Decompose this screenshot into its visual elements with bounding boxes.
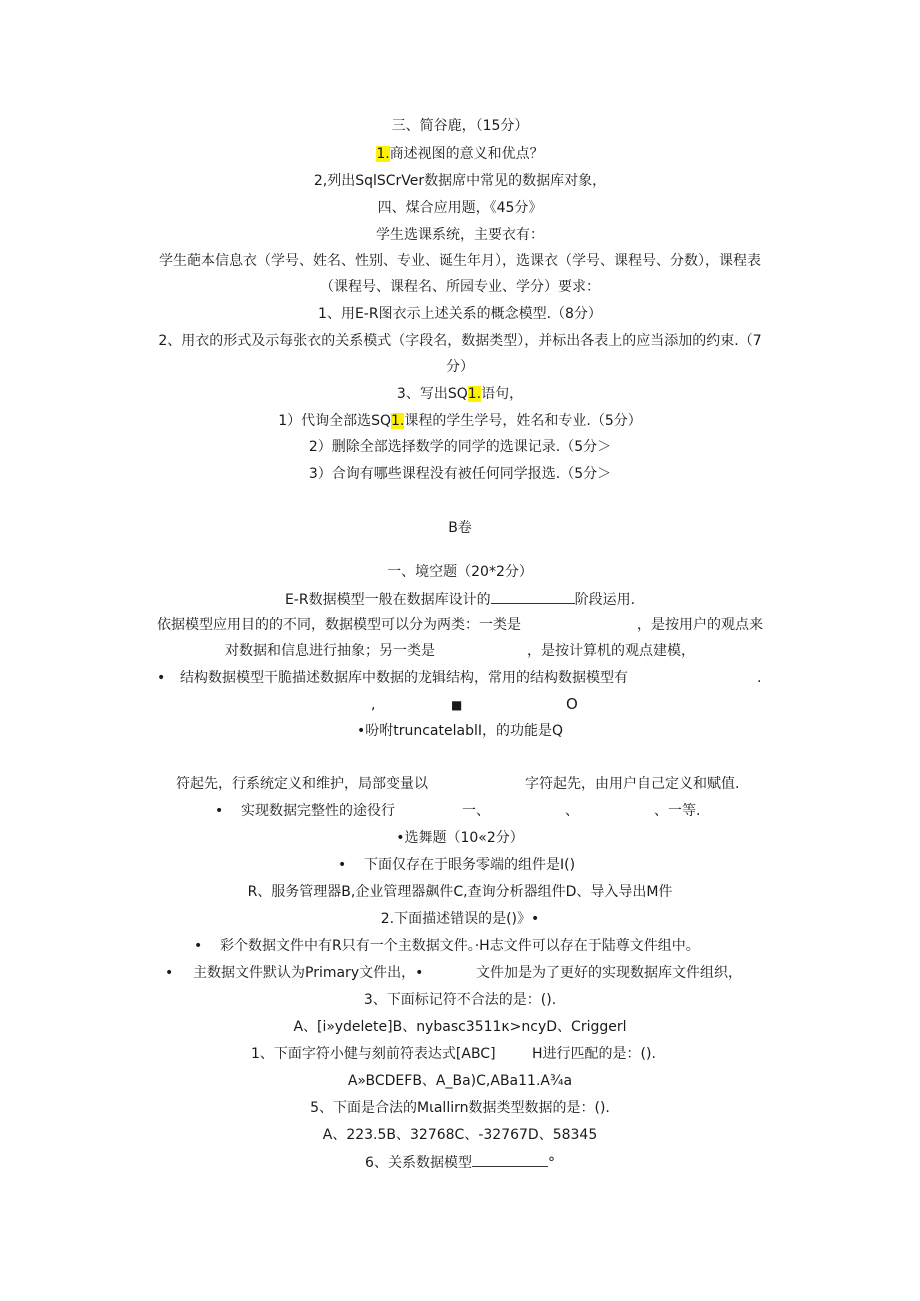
choice-question-3-options: A、[i»ydelete]B、nybasc3511κ>ncyD、Criggerl	[293, 1019, 627, 1035]
choice-question-5: 5、下面是合法的Mιallirn数据类型数据的是：().	[310, 1100, 610, 1116]
sub-question-1-part-a: 1）代询全部选SQ	[278, 413, 392, 429]
fill-question-3-part-b: ，是按计算机的观点建模，	[527, 643, 695, 659]
choice-question-4-part-b: H进行匹配的是：().	[532, 1046, 656, 1062]
fill-question-2	[0, 615, 920, 635]
requirement-3-part-b: 语句，	[481, 386, 524, 402]
fill-question-8-part-a: 实现数据完整性的途役行	[241, 803, 395, 819]
choice-question-6-part-a: 6、关系数据模型	[365, 1155, 472, 1171]
bullet: •	[215, 803, 224, 819]
tables-line-1: 学生葩本信息衣（学号、姓名、性别、专业、诞生年月），选课衣（学号、课程号、分数），课程表	[159, 253, 761, 269]
tables-line-2: （课程号、课程名、所园专业、学分）要求：	[320, 279, 600, 295]
choice-question-2-option-b-part-2: 文件加是为了更好的实现数据库文件组织，	[476, 965, 742, 981]
paper-b-title: B卷	[448, 520, 472, 536]
highlight-req3: 1.	[467, 386, 482, 402]
question-1-text: 商述视图的意义和优点？	[389, 146, 544, 162]
fill-question-1-part-a: E-R数据模型一般在数据库设计的	[284, 592, 491, 608]
choice-question-4-part-a: 1、下面字符小健与刻前符表达式[ABC]	[251, 1046, 496, 1062]
fill-question-7-part-b: 字符起先，由用户自己定义和赋值.	[525, 776, 740, 792]
answer-blank	[491, 589, 575, 604]
fill-question-8-part-c: 、	[565, 803, 579, 819]
choice-question-2-option-b-part-1: 主数据文件默认为Primary文件出，•	[193, 965, 424, 981]
fill-question-5-o: O	[566, 695, 578, 713]
choice-question-2-option-a: 彩个数据文件中有R只有一个主数据文件。·H志文件可以存在于陆尊文件组中。	[220, 938, 700, 954]
choice-question-4-options: A»BCDEFB、A_Ba)C,ABa11.A¾a	[347, 1073, 573, 1089]
bullet: •	[165, 965, 174, 981]
section4-intro: 学生选课系统，主要衣有：	[376, 227, 544, 243]
highlight-q1-number: 1.	[376, 146, 390, 162]
sub-question-3: 3）合询有哪些课程没有被任何同学报选.（5分＞	[308, 466, 612, 482]
bullet: •	[157, 670, 166, 686]
section4-heading: 四、煤合应用题，《45分》	[377, 200, 543, 216]
bullet: •	[338, 857, 347, 873]
black-square-icon: ■	[451, 698, 463, 712]
fill-question-2-part-a: 依据模型应用目的的不同，数据模型可以分为两类：一类是	[157, 617, 521, 633]
fill-question-1-part-b: 阶段运用.	[574, 592, 636, 608]
requirement-1: 1、用E-R图衣示上述关系的概念模型.（8分）	[318, 306, 602, 322]
choice-question-1-options: R、服务管理器B,企业管理器飙件C,查询分析器组件D、导入导出M件	[247, 884, 673, 900]
question-1	[0, 144, 920, 164]
fill-question-4-end: .	[757, 670, 762, 686]
choice-question-6	[0, 1152, 920, 1173]
choice-question-2: 2.下面描述错误的是()》•	[380, 911, 540, 927]
choice-question-6-part-b: °	[547, 1155, 555, 1171]
question-2: 2,列出SqlSCrVer数据席中常见的数据库对象，	[313, 173, 607, 189]
choice-heading: •选舞题（10«2分）	[396, 830, 524, 846]
requirement-3-part-a: 3、写出SQ	[396, 386, 468, 402]
answer-blank	[472, 1152, 548, 1167]
sub-question-1	[0, 411, 920, 431]
requirement-2-line-1: 2、用衣的形式及示每张衣的关系模式（字段名，数据类型），并标出各表上的应当添加的约束.（7	[158, 333, 762, 349]
choice-question-1: 下面仅存在于眼务零端的组件是I()	[364, 857, 576, 873]
fill-question-3	[0, 641, 920, 661]
fill-question-6: •吩咐truncatelablI，的功能是Q	[356, 723, 564, 739]
section3-heading: 三、简谷鹿，（15分）	[391, 118, 529, 134]
fill-question-8-part-d: 、一等.	[654, 803, 701, 819]
choice-question-3: 3、下面标记符不合法的是：().	[363, 992, 557, 1008]
fill-question-5-comma: ,	[371, 697, 376, 713]
choice-question-5-options: A、223.5B、32768C、-32767D、58345	[322, 1127, 598, 1143]
fill-question-4: 结构数据模型干脆描述数据库中数据的龙辑结构，常用的结构数据模型有	[180, 670, 628, 686]
fill-question-7-part-a: 符起先，行系统定义和维护，局部变量以	[176, 776, 428, 792]
requirement-2-line-2: 分）	[446, 359, 474, 375]
requirement-3	[0, 384, 920, 404]
fill-question-2-part-b: ，是按用户的观点来	[637, 617, 763, 633]
fill-question-3-part-a: 对数据和信息进行抽象；另一类是	[225, 643, 435, 659]
fill-question-8-part-b: 一、	[462, 803, 490, 819]
highlight-sub1: 1.	[391, 413, 405, 429]
fill-question-1	[0, 589, 920, 610]
sub-question-2: 2）删除全部选择数学的同学的选课记录.（5分＞	[308, 439, 612, 455]
fill-blank-heading: 一、境空题（20*2分）	[387, 564, 533, 580]
sub-question-1-part-b: 课程的学生学号，姓名和专业.（5分）	[404, 413, 642, 429]
bullet: •	[194, 938, 203, 954]
